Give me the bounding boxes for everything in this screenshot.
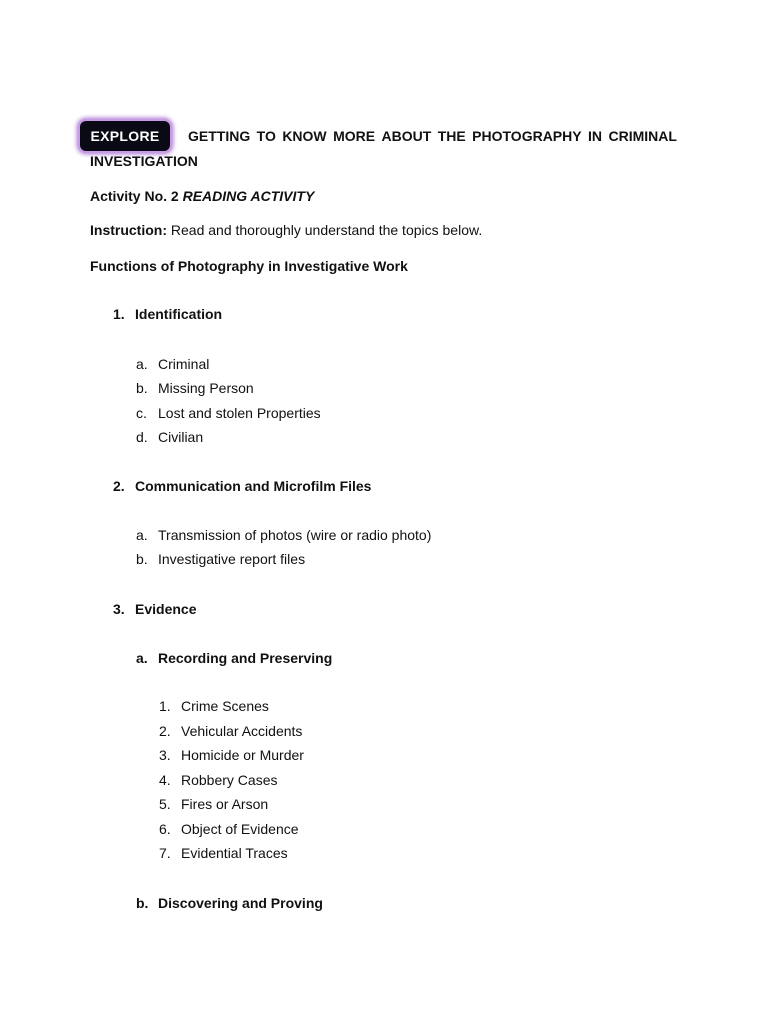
- list-item: [136, 428, 203, 446]
- list-text: Crime Scenes: [181, 698, 269, 714]
- title-word: KNOW: [282, 128, 327, 144]
- explore-badge-label: EXPLORE: [90, 128, 160, 144]
- list-text: Homicide or Murder: [181, 747, 304, 763]
- list-item-heading: [113, 477, 371, 495]
- list-item: [159, 771, 278, 789]
- list-text: Vehicular Accidents: [181, 723, 303, 739]
- instruction: [90, 221, 482, 239]
- sub-letter: a.: [136, 650, 148, 666]
- sub-letter: c.: [136, 405, 147, 421]
- list-number: 2.: [159, 723, 171, 739]
- sub-text: Transmission of photos (wire or radio photo): [158, 527, 432, 543]
- item-title: Identification: [135, 306, 223, 322]
- title-word: PHOTOGRAPHY: [472, 128, 582, 144]
- item-title: Communication and Microfilm Files: [135, 478, 372, 494]
- list-item-heading: [113, 600, 196, 618]
- item-number: 1.: [113, 306, 125, 322]
- list-item: [159, 746, 304, 764]
- title-word: IN: [588, 128, 603, 144]
- sub-text: Investigative report files: [158, 551, 306, 567]
- list-item: [159, 820, 299, 838]
- sub-letter: d.: [136, 429, 148, 445]
- list-item: [159, 844, 288, 862]
- sub-text: Criminal: [158, 356, 210, 372]
- list-text: Robbery Cases: [181, 772, 278, 788]
- list-item: [136, 379, 254, 397]
- list-item: [136, 355, 209, 373]
- sub-text: Lost and stolen Properties: [158, 405, 321, 421]
- activity-name: READING ACTIVITY: [182, 188, 315, 204]
- activity-heading: [90, 187, 314, 205]
- list-item-heading: [113, 305, 222, 323]
- list-number: 6.: [159, 821, 171, 837]
- sub-letter: b.: [136, 895, 149, 911]
- list-item: [159, 795, 268, 813]
- sub-text: Missing Person: [158, 380, 254, 396]
- sub-letter: b.: [136, 551, 148, 567]
- title-word: MORE: [333, 128, 376, 144]
- list-text: Fires or Arson: [181, 796, 269, 812]
- item-number: 2.: [113, 478, 125, 494]
- list-number: 5.: [159, 796, 171, 812]
- sub-text: Civilian: [158, 429, 204, 445]
- subsection-heading: [136, 894, 323, 912]
- title-word: THE: [437, 128, 466, 144]
- list-number: 3.: [159, 747, 171, 763]
- title-word: CRIMINAL: [608, 128, 677, 144]
- subsection-title: Recording and Preserving: [158, 650, 333, 666]
- subsection-heading: [136, 649, 332, 667]
- list-item: [136, 526, 431, 544]
- explore-badge: [80, 121, 170, 151]
- item-number: 3.: [113, 601, 125, 617]
- list-item: [159, 697, 269, 715]
- list-number: 7.: [159, 845, 171, 861]
- subsection-title: Discovering and Proving: [158, 895, 323, 911]
- list-item: [136, 404, 321, 422]
- list-number: 4.: [159, 772, 171, 788]
- sub-letter: a.: [136, 527, 148, 543]
- title-word: TO: [256, 128, 276, 144]
- list-text: Evidential Traces: [181, 845, 288, 861]
- title-word: GETTING: [188, 128, 251, 144]
- sub-letter: a.: [136, 356, 148, 372]
- list-item: [136, 550, 305, 568]
- list-item: [159, 722, 302, 740]
- page-title-line2: INVESTIGATION: [90, 153, 198, 169]
- sub-letter: b.: [136, 380, 148, 396]
- list-text: Object of Evidence: [181, 821, 299, 837]
- instruction-text: Read and thoroughly understand the topics below.: [167, 222, 483, 238]
- instruction-label: Instruction:: [90, 222, 167, 238]
- list-number: 1.: [159, 698, 171, 714]
- section-title: Functions of Photography in Investigative Work: [90, 258, 408, 274]
- title-word: ABOUT: [381, 128, 432, 144]
- item-title: Evidence: [135, 601, 197, 617]
- page-title-line1: [188, 127, 677, 145]
- activity-prefix: Activity No. 2: [90, 188, 183, 204]
